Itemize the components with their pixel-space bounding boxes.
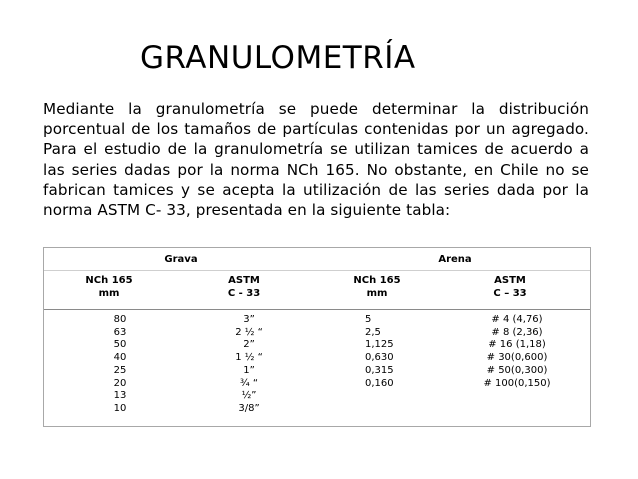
column-header-line: mm — [98, 288, 120, 299]
table-cell: # 4 (4,76) — [491, 314, 543, 325]
grava-nch-values — [100, 314, 140, 416]
table-cell: # 8 (2,36) — [491, 326, 543, 338]
column-header-arena-nch — [344, 274, 410, 300]
table-cell: 80 — [113, 314, 127, 325]
group-header-arena: Arena — [438, 254, 472, 265]
column-header-line: mm — [366, 288, 388, 299]
group-header-row — [44, 248, 590, 271]
table-cell: # 100(0,150) — [483, 377, 551, 389]
table-cell: 3” — [243, 314, 255, 325]
column-header-line: ASTM — [228, 275, 260, 286]
sieve-table — [43, 247, 591, 427]
arena-astm-values — [472, 314, 562, 390]
table-cell: 1,125 — [365, 339, 394, 351]
page-title: GRANULOMETRÍA — [140, 40, 416, 76]
column-header-line: NCh 165 — [85, 275, 133, 286]
table-cell: 2” — [243, 339, 255, 351]
table-cell: ¾ “ — [239, 377, 259, 389]
table-cell: # 30(0,600) — [486, 352, 548, 364]
table-cell: 2,5 — [365, 326, 381, 338]
column-header-line: ASTM — [494, 275, 526, 286]
intro-paragraph: Mediante la granulometría se puede determinar la distribución porcentual de los tamaños de partículas contenidas por un agregado. Para el estudio de la granulometría se utilizan tamices de acuerdo a las series dadas por la norma NCh 165. No obstante, en Chile no se fabrican tamices y se acepta la utilización de las series dada por la norma ASTM C- 33, presentada en la siguiente tabla: — [43, 100, 589, 220]
table-cell: 0,630 — [365, 352, 394, 364]
column-header-line: C – 33 — [493, 288, 527, 299]
table-cell: 1” — [243, 364, 255, 376]
grava-astm-values — [214, 314, 284, 416]
table-cell: # 16 (1,18) — [488, 339, 546, 351]
table-cell: ½” — [241, 390, 257, 402]
arena-nch-values — [365, 314, 415, 390]
table-cell: 0,160 — [365, 377, 394, 389]
group-header-grava: Grava — [164, 254, 198, 265]
table-cell: 10 — [113, 402, 127, 414]
column-header-row — [44, 270, 590, 310]
table-cell: # 50(0,300) — [486, 364, 548, 376]
table-cell: 2 ½ “ — [235, 326, 263, 338]
table-cell: 3/8” — [238, 402, 260, 414]
column-header-line: C - 33 — [227, 288, 261, 299]
column-header-arena-astm — [475, 274, 545, 300]
column-header-line: NCh 165 — [353, 275, 401, 286]
table-cell: 63 — [113, 326, 127, 338]
table-cell: 0,315 — [365, 364, 394, 376]
table-cell: 13 — [113, 390, 127, 402]
table-cell: 50 — [113, 339, 127, 351]
table-cell: 25 — [113, 364, 127, 376]
table-body — [44, 310, 590, 426]
table-cell: 20 — [113, 377, 127, 389]
table-cell: 5 — [365, 314, 372, 325]
table-cell: 1 ½ “ — [235, 352, 263, 364]
column-header-grava-nch — [76, 274, 142, 300]
column-header-grava-astm — [209, 274, 279, 300]
table-cell: 40 — [113, 352, 127, 364]
